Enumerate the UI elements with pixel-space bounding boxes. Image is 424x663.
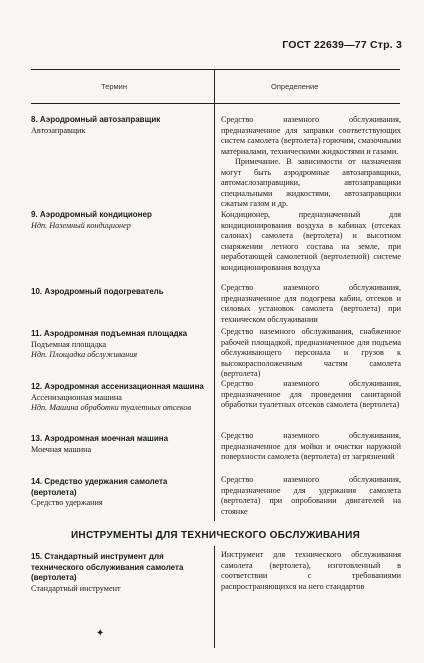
term-title: 12. Аэродромная ассенизационная машина — [31, 382, 204, 391]
definition-text: Средство наземного обслуживания, снабженное рабочей площадкой, предназначенное для подъема обслуживающего персонала и грузов к высокорасположенным частям самолета (вертолета) — [221, 327, 401, 378]
definition-entry-9 — [221, 210, 401, 273]
term-synonym: Автозаправщик — [31, 125, 86, 135]
term-title: 8. Аэродромный автозаправщик — [31, 115, 161, 124]
definition-text: Кондиционер, предназначенный для кондиционирования воздуха в кабинах (отсеках салонах) самолета (вертолета) и высотном снаряжении летного состава на земле, при неработающей самолетной (вертолетной) системе кондиционирования воздуха — [221, 210, 401, 272]
term-entry-10 — [31, 287, 211, 298]
term-deprecated: Ндп. Площадка обслуживания — [31, 350, 138, 359]
page-header: ГОСТ 22639—77 Стр. 3 — [282, 39, 402, 51]
term-synonym: Моечная машина — [31, 444, 92, 454]
definition-text: Средство наземного обслуживания, предназначенное для удержания самолета (вертолета) при опробовании двигателей на стоянке — [221, 475, 401, 516]
term-title: 10. Аэродромный подогреватель — [31, 287, 164, 296]
footer-mark: ✦ — [96, 628, 105, 639]
definition-text: Инструмент для технического обслуживания самолета (вертолета), изготовленный в соответствии с требованиями распространяющихся на него стандартов — [221, 550, 401, 591]
definition-entry-8 — [221, 115, 401, 210]
term-title: 11. Аэродромная подъемная площадка — [31, 329, 188, 338]
term-title: 15. Стандартный инструмент для технического обслуживания самолета (вертолета) — [31, 552, 184, 582]
column-header-term: Термин — [101, 82, 127, 91]
term-synonym: Стандартный инструмент — [31, 583, 121, 593]
terms-table — [31, 69, 400, 648]
table-top-rule — [31, 69, 400, 70]
term-deprecated: Ндп. Наземный кондиционер — [31, 220, 131, 230]
term-title: 14. Средство удержания самолета (вертолета) — [31, 477, 168, 497]
definition-entry-14 — [221, 475, 401, 517]
definition-text: Средство наземного обслуживания, предназначенное для заправки соответствующих систем самолета (вертолета) горючим, смазочными материалами, техническими жидкостями и газами. — [221, 115, 401, 156]
section-title: ИНСТРУМЕНТЫ ДЛЯ ТЕХНИЧЕСКОГО ОБСЛУЖИВАНИЯ — [70, 530, 361, 541]
definition-text: Средство наземного обслуживания, предназначенное для проведения санитарной обработки туалетных отсеков самолета (вертолета) — [221, 379, 401, 409]
term-entry-15 — [31, 552, 211, 594]
term-entry-12 — [31, 382, 211, 414]
term-entry-9 — [31, 210, 211, 231]
term-entry-8 — [31, 115, 211, 136]
definition-text: Средство наземного обслуживания, предназначенное для мойки и очистки наружной поверхности самолета (вертолета) от загрязнений — [221, 431, 401, 461]
term-title: 13. Аэродромная моечная машина — [31, 434, 169, 443]
table-header-rule — [31, 103, 400, 104]
definition-entry-11 — [221, 327, 401, 380]
term-entry-14 — [31, 477, 211, 509]
definition-entry-10 — [221, 283, 401, 325]
definition-note: Примечание. В зависимости от назначения могут быть аэродромные автозаправщики, автомаслозаправщики, автозаправщики специальными жидкостями, автозаправщики сжатым газом и др. — [221, 157, 401, 208]
definition-entry-13 — [221, 431, 401, 463]
column-divider — [214, 69, 215, 521]
term-synonym: Ассенизационная машина — [31, 392, 122, 402]
term-deprecated: Ндп. Машина обработки туалетных отсеков — [31, 403, 192, 412]
definition-entry-15 — [221, 550, 401, 592]
term-entry-13 — [31, 434, 211, 455]
definition-text: Средство наземного обслуживания, предназначенное для подогрева кабин, отсеков и силовых установок самолета (вертолета) при техническом обслуживании — [221, 283, 401, 324]
term-title: 9. Аэродромный кондиционер — [31, 210, 152, 219]
term-entry-11 — [31, 329, 211, 361]
term-synonym: Подъемная площадка — [31, 339, 106, 349]
column-divider-lower — [214, 546, 215, 648]
column-header-definition: Определение — [271, 82, 319, 91]
definition-entry-12 — [221, 379, 401, 411]
term-synonym: Средство удержания — [31, 498, 103, 507]
